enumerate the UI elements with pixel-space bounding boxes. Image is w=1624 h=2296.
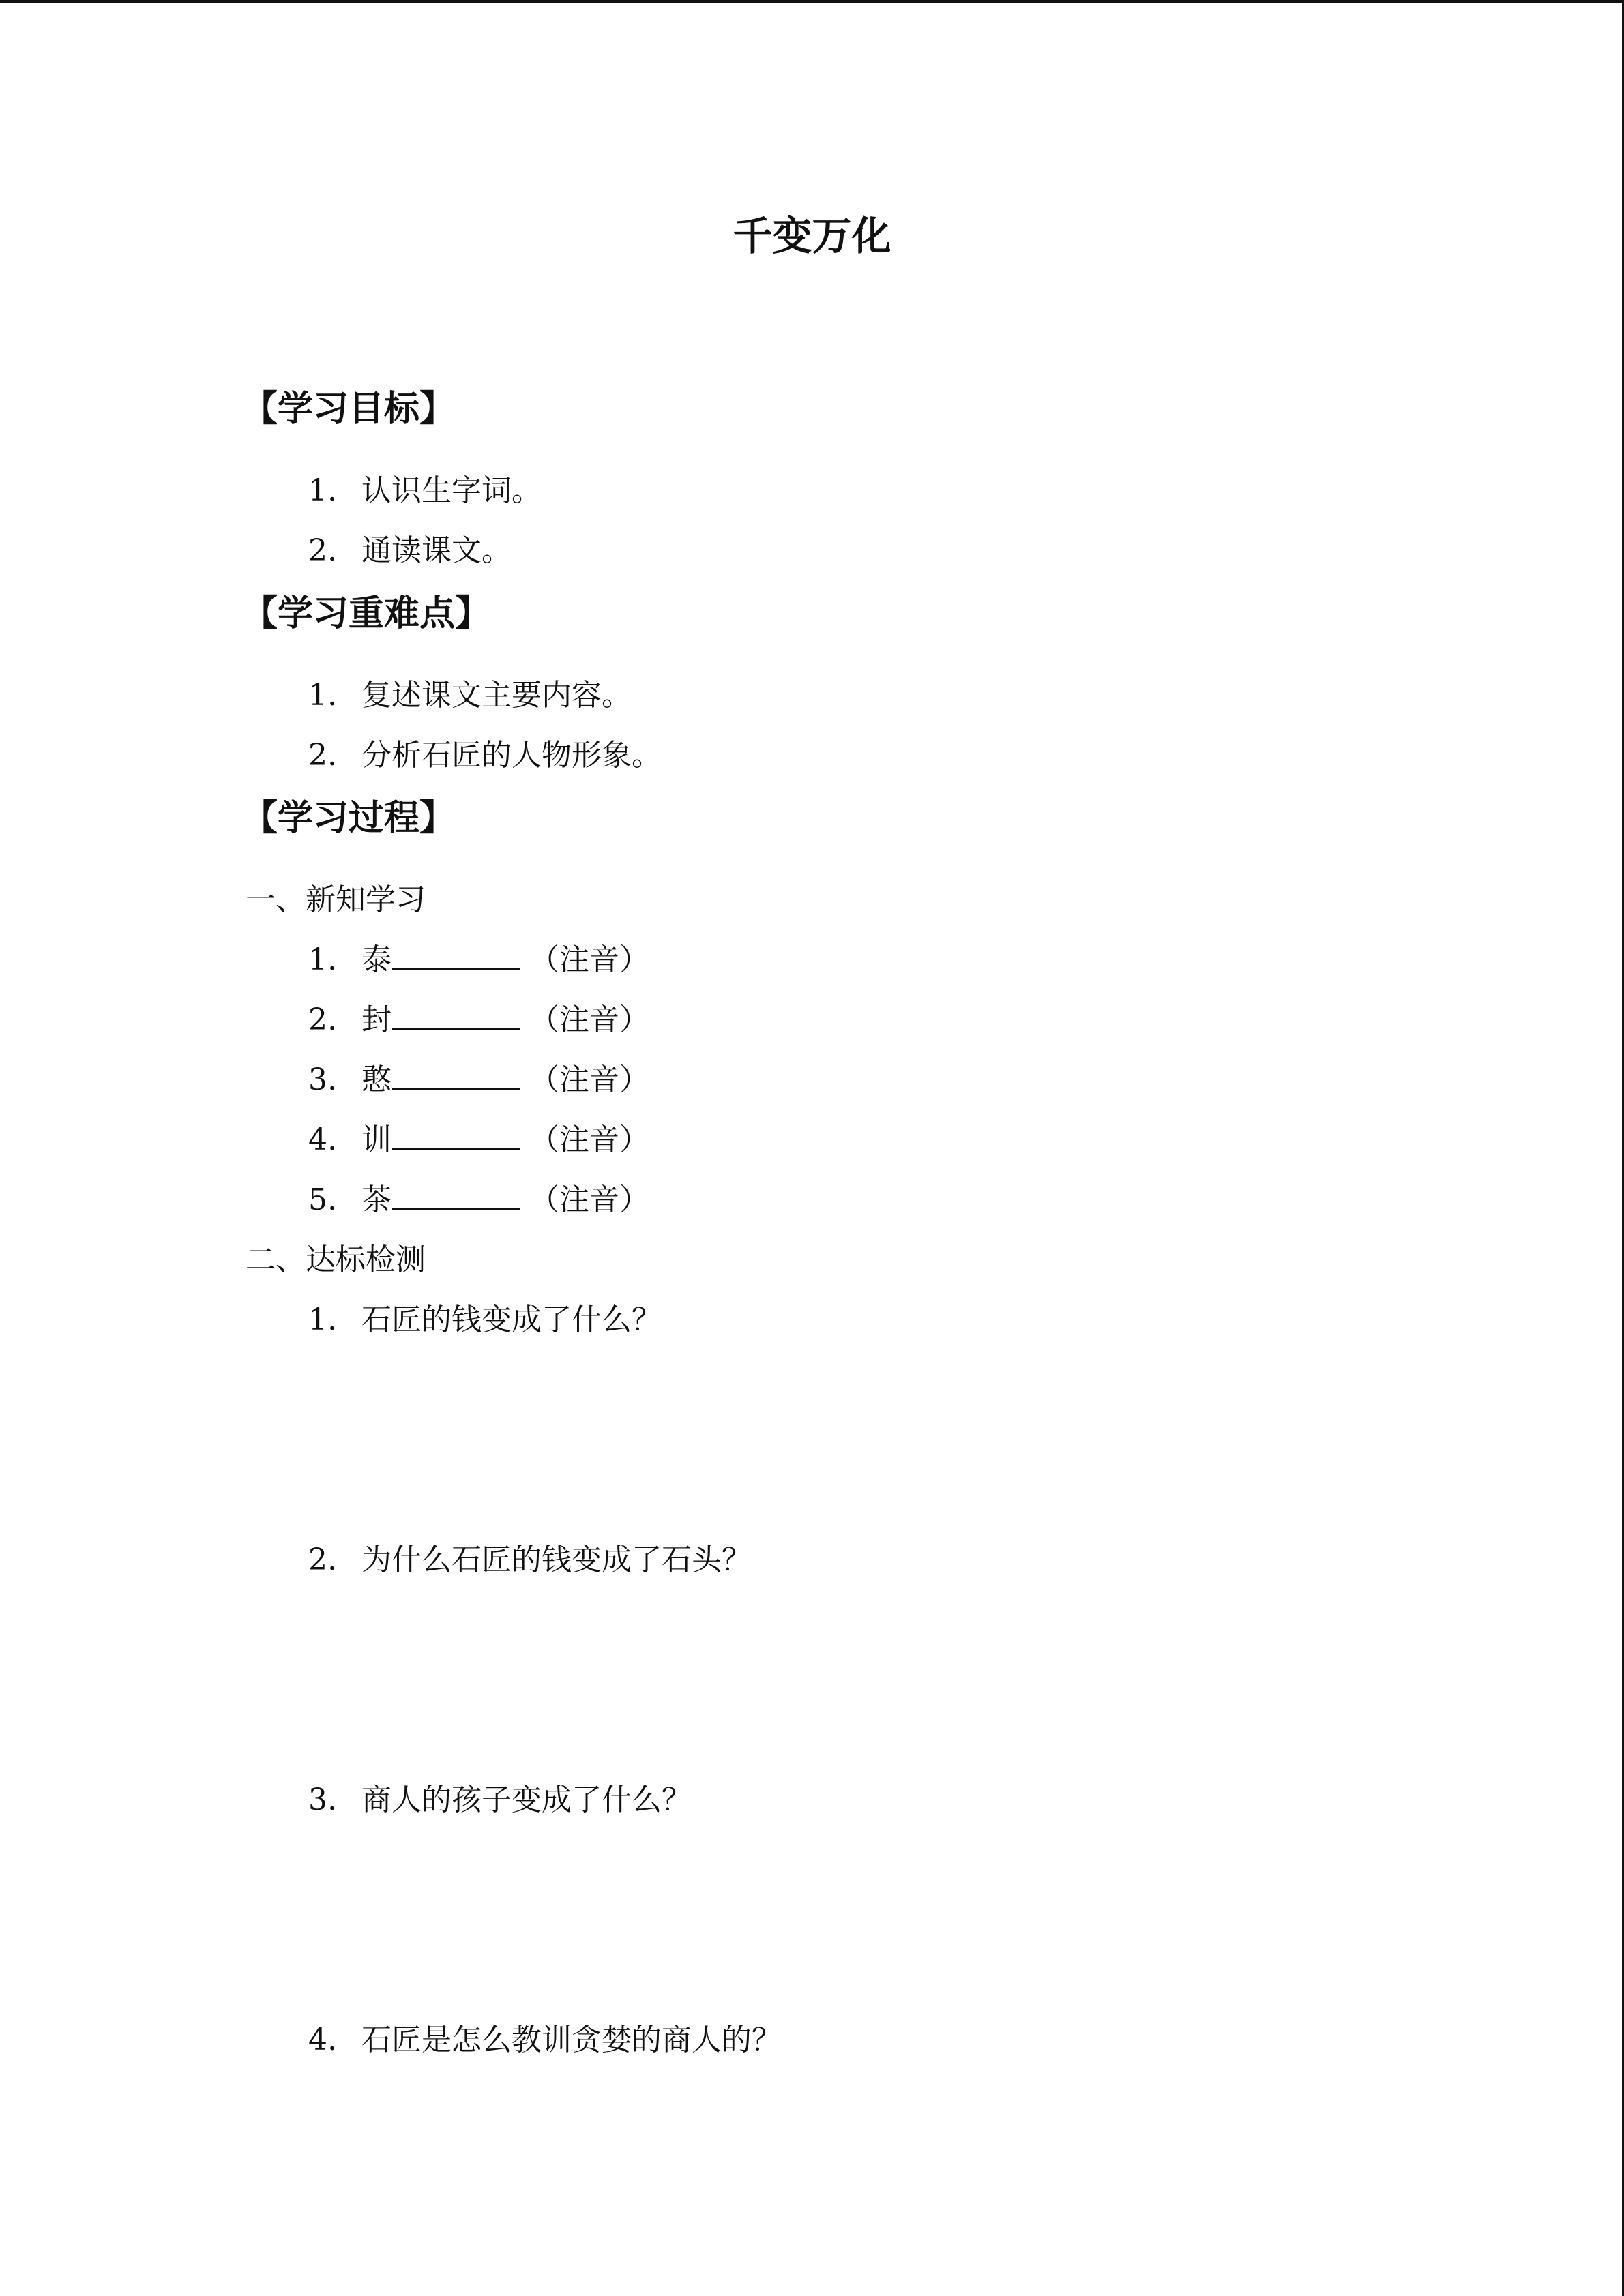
pinyin-answer-blank[interactable] [392,1000,520,1030]
top-border [0,0,1624,3]
item-text: 通读课文。 [361,533,512,568]
question-item [308,1780,692,1821]
objective-item [308,471,542,511]
section-title-new-knowledge: 一、新知学习 [246,882,426,917]
question-item [308,2020,782,2061]
question-text: 石匠是怎么教训贪婪的商人的？ [361,2023,782,2057]
exercise-character: 茶 [361,1182,392,1217]
item-number: 1. [308,942,337,977]
pinyin-exercise-item [308,1000,649,1041]
item-number: 4. [308,1122,337,1157]
objective-item [308,531,512,571]
exercise-note: （注音） [529,1002,649,1037]
item-number: 5. [308,1182,337,1217]
exercise-character: 训 [361,1122,392,1157]
pinyin-answer-blank[interactable] [392,1180,520,1210]
exercise-note: （注音） [529,1122,649,1157]
pinyin-answer-blank[interactable] [392,1060,520,1090]
exercise-character: 憨 [361,1062,392,1097]
key-points-heading: 【学习重难点】 [242,593,491,634]
item-text: 认识生字词。 [361,473,542,508]
item-number: 4. [308,2023,337,2057]
exercise-character: 泰 [361,942,392,977]
pinyin-answer-blank[interactable] [392,940,520,970]
exercise-character: 封 [361,1002,392,1037]
pinyin-exercise-item [308,1060,649,1101]
pinyin-answer-blank[interactable] [392,1120,520,1150]
item-number: 3. [308,1783,337,1817]
key-point-item [308,675,632,716]
question-text: 为什么石匠的钱变成了石头？ [361,1542,752,1577]
section-title-assessment: 二、达标检测 [246,1242,426,1277]
document-title: 千变万化 [733,213,891,259]
pinyin-exercise-item [308,940,649,981]
item-number: 1. [308,473,337,508]
item-number: 1. [308,678,337,713]
pinyin-exercise-item [308,1120,649,1161]
question-item [308,1540,752,1581]
item-text: 分析石匠的人物形象。 [361,738,662,773]
item-number: 1. [308,1302,337,1337]
objectives-heading: 【学习目标】 [242,389,456,430]
item-text: 复述课文主要内容。 [361,678,632,713]
item-number: 2. [308,1002,337,1037]
item-number: 2. [308,1542,337,1577]
question-item [308,1300,662,1341]
item-number: 2. [308,738,337,773]
exercise-note: （注音） [529,1062,649,1097]
exercise-note: （注音） [529,1182,649,1217]
process-heading: 【学习过程】 [242,798,456,839]
item-number: 3. [308,1062,337,1097]
question-text: 商人的孩子变成了什么？ [361,1783,692,1817]
question-text: 石匠的钱变成了什么？ [361,1302,662,1337]
exercise-note: （注音） [529,942,649,977]
key-point-item [308,735,662,776]
pinyin-exercise-item [308,1180,649,1221]
item-number: 2. [308,533,337,568]
